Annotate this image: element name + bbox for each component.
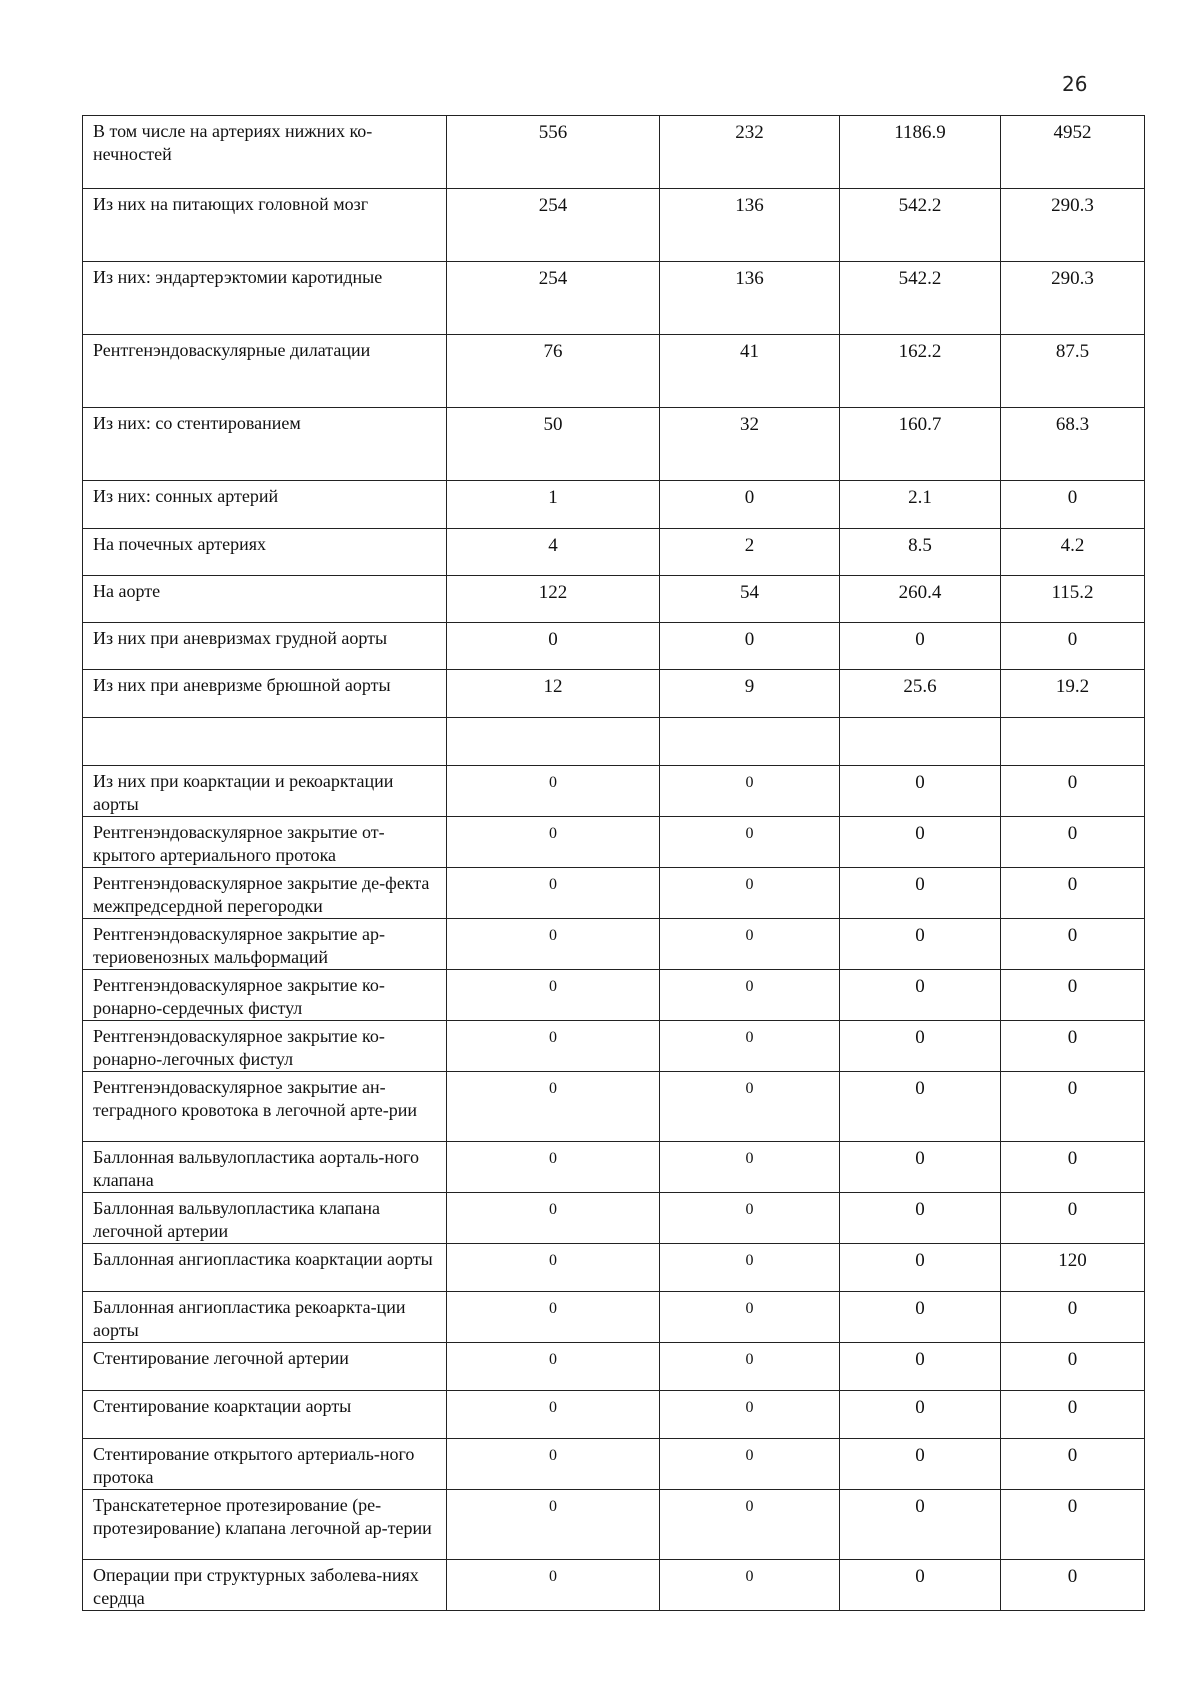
- value-cell: 542.2: [840, 189, 1001, 262]
- value-cell: 4952: [1001, 116, 1145, 189]
- value-cell: 120: [1001, 1244, 1145, 1292]
- value-cell: 232: [660, 116, 840, 189]
- value-cell: 0: [840, 1490, 1001, 1560]
- row-label: Стентирование легочной артерии: [83, 1343, 447, 1391]
- value-cell: 0: [660, 970, 840, 1021]
- value-cell: 115.2: [1001, 576, 1145, 623]
- value-cell: 254: [447, 262, 660, 335]
- value-cell: 0: [660, 1292, 840, 1343]
- value-cell: 0: [840, 1021, 1001, 1072]
- value-cell: 0: [1001, 1391, 1145, 1439]
- table-row: [83, 116, 1145, 189]
- value-cell: 0: [660, 1193, 840, 1244]
- table-row: [83, 1021, 1145, 1072]
- value-cell: [1001, 718, 1145, 766]
- value-cell: 0: [840, 1072, 1001, 1142]
- row-label: Из них при аневризме брюшной аорты: [83, 670, 447, 718]
- value-cell: 12: [447, 670, 660, 718]
- value-cell: 0: [840, 1560, 1001, 1611]
- row-label: Из них при коарктации и рекоарктации аорты: [83, 766, 447, 817]
- value-cell: 0: [447, 1490, 660, 1560]
- table-row: [83, 1142, 1145, 1193]
- value-cell: 4.2: [1001, 529, 1145, 576]
- row-label: Из них на питающих головной мозг: [83, 189, 447, 262]
- table-row: [83, 481, 1145, 529]
- value-cell: 0: [1001, 1292, 1145, 1343]
- table-row: [83, 1292, 1145, 1343]
- table-row: [83, 919, 1145, 970]
- value-cell: [660, 718, 840, 766]
- table-row: [83, 189, 1145, 262]
- value-cell: 68.3: [1001, 408, 1145, 481]
- value-cell: 87.5: [1001, 335, 1145, 408]
- row-label: Из них: со стентированием: [83, 408, 447, 481]
- table-row: [83, 335, 1145, 408]
- table-row: [83, 1439, 1145, 1490]
- value-cell: 542.2: [840, 262, 1001, 335]
- value-cell: 0: [840, 1343, 1001, 1391]
- value-cell: 136: [660, 189, 840, 262]
- row-label: Рентгенэндоваскулярные дилатации: [83, 335, 447, 408]
- row-label: Рентгенэндоваскулярное закрытие от-крытого артериального протока: [83, 817, 447, 868]
- value-cell: 0: [840, 1292, 1001, 1343]
- value-cell: 0: [840, 623, 1001, 670]
- value-cell: 0: [1001, 970, 1145, 1021]
- value-cell: 0: [1001, 868, 1145, 919]
- row-label: Из них: сонных артерий: [83, 481, 447, 529]
- value-cell: 25.6: [840, 670, 1001, 718]
- value-cell: 136: [660, 262, 840, 335]
- value-cell: 0: [447, 1391, 660, 1439]
- value-cell: 0: [1001, 1439, 1145, 1490]
- value-cell: [840, 718, 1001, 766]
- table-row: [83, 1072, 1145, 1142]
- value-cell: 19.2: [1001, 670, 1145, 718]
- row-label: Транскатетерное протезирование (ре-протезирование) клапана легочной ар-терии: [83, 1490, 447, 1560]
- row-label: Рентгенэндоваскулярное закрытие ко-ронарно-легочных фистул: [83, 1021, 447, 1072]
- value-cell: 0: [660, 1072, 840, 1142]
- row-label: Стентирование открытого артериаль-ного протока: [83, 1439, 447, 1490]
- value-cell: 0: [447, 817, 660, 868]
- value-cell: 76: [447, 335, 660, 408]
- value-cell: 0: [840, 970, 1001, 1021]
- value-cell: 254: [447, 189, 660, 262]
- value-cell: 0: [1001, 1021, 1145, 1072]
- value-cell: 0: [1001, 817, 1145, 868]
- value-cell: 290.3: [1001, 189, 1145, 262]
- table-row: [83, 1244, 1145, 1292]
- table-row: [83, 670, 1145, 718]
- value-cell: 32: [660, 408, 840, 481]
- row-label: В том числе на артериях нижних ко-нечностей: [83, 116, 447, 189]
- table-row: [83, 1193, 1145, 1244]
- value-cell: 4: [447, 529, 660, 576]
- value-cell: 556: [447, 116, 660, 189]
- value-cell: 260.4: [840, 576, 1001, 623]
- row-label: На аорте: [83, 576, 447, 623]
- table-row: [83, 576, 1145, 623]
- value-cell: 0: [660, 1439, 840, 1490]
- row-label: Баллонная вальвулопластика клапана легочной артерии: [83, 1193, 447, 1244]
- row-label: Операции при структурных заболева-ниях сердца: [83, 1560, 447, 1611]
- value-cell: 41: [660, 335, 840, 408]
- table-row: [83, 970, 1145, 1021]
- value-cell: 50: [447, 408, 660, 481]
- value-cell: 0: [660, 1244, 840, 1292]
- value-cell: [447, 718, 660, 766]
- value-cell: 0: [1001, 623, 1145, 670]
- value-cell: 2: [660, 529, 840, 576]
- value-cell: 0: [1001, 1193, 1145, 1244]
- value-cell: 0: [447, 1072, 660, 1142]
- value-cell: 0: [660, 1391, 840, 1439]
- value-cell: 0: [660, 766, 840, 817]
- value-cell: 0: [447, 1560, 660, 1611]
- row-label: Рентгенэндоваскулярное закрытие ан-теградного кровотока в легочной арте-рии: [83, 1072, 447, 1142]
- page-number: 26: [1062, 72, 1088, 96]
- value-cell: 0: [1001, 1142, 1145, 1193]
- row-label: [83, 718, 447, 766]
- value-cell: 0: [840, 1142, 1001, 1193]
- value-cell: 0: [840, 766, 1001, 817]
- value-cell: 0: [840, 868, 1001, 919]
- row-label: Баллонная ангиопластика коарктации аорты: [83, 1244, 447, 1292]
- value-cell: 0: [660, 623, 840, 670]
- table-row: [83, 529, 1145, 576]
- table-row: [83, 868, 1145, 919]
- value-cell: 0: [447, 1292, 660, 1343]
- table-row: [83, 408, 1145, 481]
- value-cell: 54: [660, 576, 840, 623]
- value-cell: 0: [447, 1193, 660, 1244]
- table-body: [83, 116, 1145, 1611]
- row-label: Баллонная ангиопластика рекоаркта-ции аорты: [83, 1292, 447, 1343]
- row-label: Рентгенэндоваскулярное закрытие ар-териовенозных мальформаций: [83, 919, 447, 970]
- table-row: [83, 262, 1145, 335]
- value-cell: 0: [447, 1244, 660, 1292]
- value-cell: 0: [1001, 481, 1145, 529]
- value-cell: 0: [447, 970, 660, 1021]
- value-cell: 0: [447, 919, 660, 970]
- value-cell: 0: [447, 766, 660, 817]
- value-cell: 0: [660, 481, 840, 529]
- table-row: [83, 817, 1145, 868]
- value-cell: 0: [660, 1343, 840, 1391]
- value-cell: 160.7: [840, 408, 1001, 481]
- value-cell: 0: [840, 1244, 1001, 1292]
- value-cell: 0: [447, 623, 660, 670]
- value-cell: 1: [447, 481, 660, 529]
- row-label: Из них: эндартерэктомии каротидные: [83, 262, 447, 335]
- value-cell: 0: [840, 1391, 1001, 1439]
- row-label: Из них при аневризмах грудной аорты: [83, 623, 447, 670]
- value-cell: 0: [660, 1142, 840, 1193]
- value-cell: 0: [1001, 1343, 1145, 1391]
- value-cell: 0: [447, 1343, 660, 1391]
- value-cell: 0: [1001, 919, 1145, 970]
- value-cell: 0: [660, 1021, 840, 1072]
- value-cell: 0: [660, 1490, 840, 1560]
- table-row: [83, 623, 1145, 670]
- row-label: Баллонная вальвулопластика аорталь-ного клапана: [83, 1142, 447, 1193]
- value-cell: 0: [1001, 1490, 1145, 1560]
- value-cell: 0: [447, 1021, 660, 1072]
- value-cell: 162.2: [840, 335, 1001, 408]
- value-cell: 0: [1001, 1560, 1145, 1611]
- value-cell: 0: [840, 1193, 1001, 1244]
- table-row: [83, 1560, 1145, 1611]
- value-cell: 290.3: [1001, 262, 1145, 335]
- value-cell: 122: [447, 576, 660, 623]
- value-cell: 0: [1001, 1072, 1145, 1142]
- table-row: [83, 1490, 1145, 1560]
- value-cell: 0: [840, 1439, 1001, 1490]
- value-cell: 0: [447, 1439, 660, 1490]
- value-cell: 0: [447, 868, 660, 919]
- value-cell: 9: [660, 670, 840, 718]
- row-label: Рентгенэндоваскулярное закрытие ко-ронарно-сердечных фистул: [83, 970, 447, 1021]
- data-table: [82, 115, 1145, 1611]
- value-cell: 0: [660, 1560, 840, 1611]
- row-label: Стентирование коарктации аорты: [83, 1391, 447, 1439]
- value-cell: 0: [660, 817, 840, 868]
- value-cell: 0: [447, 1142, 660, 1193]
- table-row: [83, 1343, 1145, 1391]
- value-cell: 0: [1001, 766, 1145, 817]
- value-cell: 2.1: [840, 481, 1001, 529]
- value-cell: 0: [840, 817, 1001, 868]
- table-row: [83, 1391, 1145, 1439]
- value-cell: 8.5: [840, 529, 1001, 576]
- value-cell: 0: [660, 868, 840, 919]
- row-label: На почечных артериях: [83, 529, 447, 576]
- row-label: Рентгенэндоваскулярное закрытие де-фекта межпредсердной перегородки: [83, 868, 447, 919]
- table-row: [83, 766, 1145, 817]
- value-cell: 0: [660, 919, 840, 970]
- table-row: [83, 718, 1145, 766]
- value-cell: 1186.9: [840, 116, 1001, 189]
- value-cell: 0: [840, 919, 1001, 970]
